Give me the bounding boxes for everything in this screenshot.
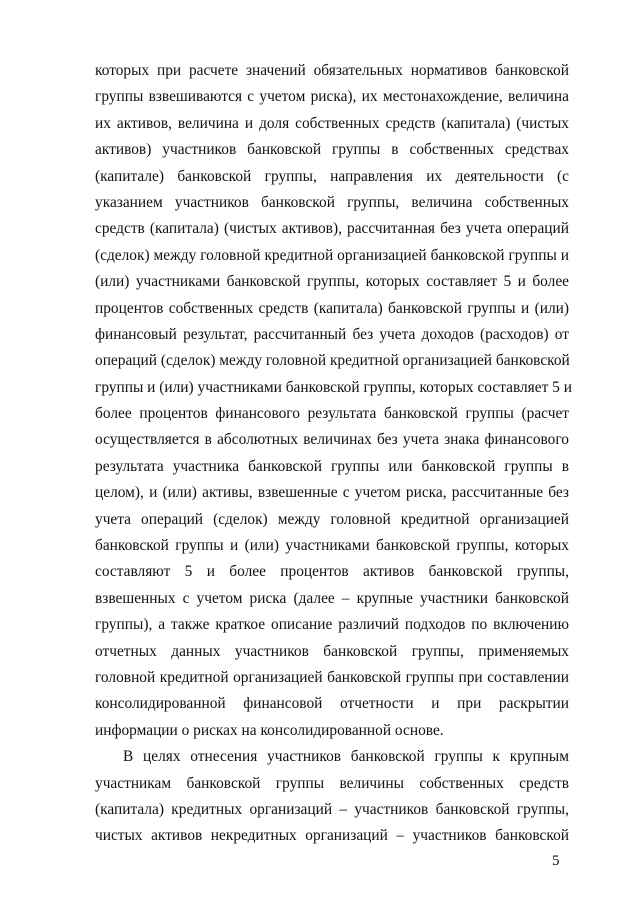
text-line: участникам банковской группы величины собственных средств xyxy=(95,774,569,792)
text-line: (капитале) банковской группы, направления их деятельности (с xyxy=(95,167,569,185)
text-line: банковской группы и (или) участниками банковской группы, которых xyxy=(95,537,569,555)
paragraph-2 xyxy=(95,744,569,850)
text-line: операций (сделок) между головной кредитной организацией банковской xyxy=(95,352,570,370)
text-line: их активов, величина и доля собственных средств (капитала) (чистых xyxy=(95,114,569,132)
text-line-first: В целях отнесения участников банковской группы к крупным xyxy=(123,748,569,766)
text-line: группы), а также краткое описание различий подходов по включению xyxy=(95,616,569,634)
text-line: отчетных данных участников банковской группы, применяемых xyxy=(95,642,569,660)
text-line: указанием участников банковской группы, величина собственных xyxy=(95,193,569,211)
text-line: результата участника банковской группы или банковской группы в xyxy=(95,457,569,475)
text-line: (капитала) кредитных организаций – участников банковской группы, xyxy=(95,800,569,818)
text-line: целом), и (или) активы, взвешенные с учетом риска, рассчитанные без xyxy=(95,484,569,502)
text-line: активов) участников банковской группы в собственных средствах xyxy=(95,141,569,159)
text-line: более процентов финансового результата банковской группы (расчет xyxy=(95,405,569,423)
paragraph-1 xyxy=(95,58,572,744)
text-line: которых при расчете значений обязательных нормативов банковской xyxy=(95,62,569,79)
text-line: составляют 5 и более процентов активов банковской группы, xyxy=(95,563,569,581)
text-line: финансовый результат, рассчитанный без учета доходов (расходов) от xyxy=(95,325,569,343)
text-line: чистых активов некредитных организаций – участников банковской xyxy=(95,827,569,845)
text-line: взвешенных с учетом риска (далее – крупные участники банковской xyxy=(95,589,569,607)
text-line: консолидированной финансовой отчетности и при раскрытии xyxy=(95,695,569,713)
text-line: (или) участниками банковской группы, которых составляет 5 и более xyxy=(95,273,569,291)
text-line: учета операций (сделок) между головной кредитной организацией xyxy=(95,510,569,528)
text-line: осуществляется в абсолютных величинах без учета знака финансового xyxy=(95,431,569,449)
text-line: группы взвешиваются с учетом риска), их местонахождение, величина xyxy=(95,88,569,106)
text-line: процентов собственных средств (капитала) банковской группы и (или) xyxy=(95,299,569,317)
text-line: группы и (или) участниками банковской группы, которых составляет 5 и xyxy=(95,378,572,396)
text-line: (сделок) между головной кредитной организацией банковской группы и xyxy=(95,246,569,264)
text-line-last: информации о рисках на консолидированной основе. xyxy=(95,721,444,739)
text-line: средств (капитала) (чистых активов), рассчитанная без учета операций xyxy=(95,220,569,238)
document-page xyxy=(95,58,572,850)
page-number: 5 xyxy=(552,853,560,869)
text-line: головной кредитной организацией банковской группы при составлении xyxy=(95,668,569,686)
